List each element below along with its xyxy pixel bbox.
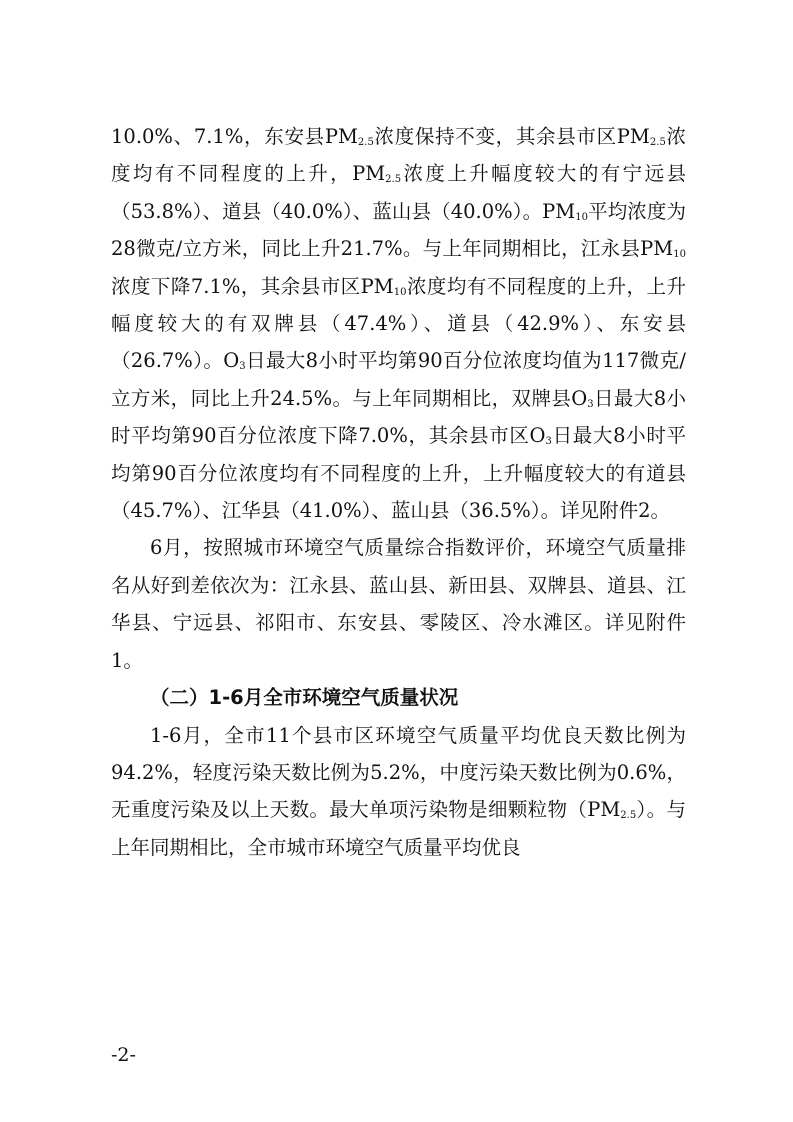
text-run: 浓度上升幅度较大的有宁远县（53.8%）、道县（40.0%）、蓝山县（40.0%）。PM [111, 162, 686, 223]
page-number: -2- [111, 1044, 136, 1066]
text-run: 日最大8小时平均第90百分位浓度下降7.0%，其余县市区O [111, 386, 686, 448]
subscript: 2.5 [385, 174, 402, 186]
paragraph-ranking: 6月，按照城市环境空气质量综合指数评价，环境空气质量排名从好到差依次为：江永县、蓝山县、新田县、双牌县、道县、江华县、宁远县、祁阳市、东安县、零陵区、冷水滩区。详见附件1。 [111, 536, 686, 672]
subscript: 3 [545, 436, 552, 448]
subscript: 10 [393, 286, 407, 298]
text-run: 1-6月，全市11个县市区环境空气质量平均优良天数比例为94.2%，轻度污染天数比例为5.2%，中度污染天数比例为0.6%，无重度污染及以上天数。最大单项污染物是细颗粒物（PM [111, 723, 686, 822]
subscript: 3 [587, 398, 594, 410]
subscript: 2.5 [649, 137, 666, 148]
text-run: 浓度均有不同程度的上升，上升幅度较大的有双牌县（47.4%）、道县（42.9%）、东安县（26.7%）。O [111, 274, 686, 373]
subscript: 10 [575, 211, 589, 223]
subscript: 3 [239, 361, 246, 373]
text-run: 浓度均有不同程度的上升，PM [111, 125, 687, 186]
text-run: 平均浓度为28微克/立方米，同比上升21.7%。与上年同期相比，江永县PM [111, 199, 686, 261]
subscript: 2.5 [620, 810, 637, 822]
section-heading: （二）1-6月全市环境空气质量状况 [150, 686, 459, 710]
paragraph-half-year-summary [111, 717, 686, 867]
text-run: ）。与上年同期相比，全市城市环境空气质量平均优良 [111, 798, 686, 859]
text-run: 浓度下降7.1%，其余县市区PM [111, 274, 394, 298]
text-run: 10.0%、7.1%，东安县PM [111, 125, 358, 148]
text-run: 浓度保持不变，其余县市区PM [373, 125, 650, 148]
text-run: 日最大8小时平均第90百分位浓度均值为117微克/立方米，同比上升24.5%。与上年同期相比，双牌县O [111, 349, 686, 410]
document-body [111, 118, 686, 866]
subscript: 2.5 [357, 137, 374, 148]
paragraph-pollutant-concentrations [111, 118, 686, 529]
subscript: 10 [673, 249, 686, 261]
text-run: 日最大8小时平均第90百分位浓度均有不同程度的上升，上升幅度较大的有道县（45.7%）、江华县（41.0%）、蓝山县（36.5%）。详见附件2。 [111, 424, 686, 523]
